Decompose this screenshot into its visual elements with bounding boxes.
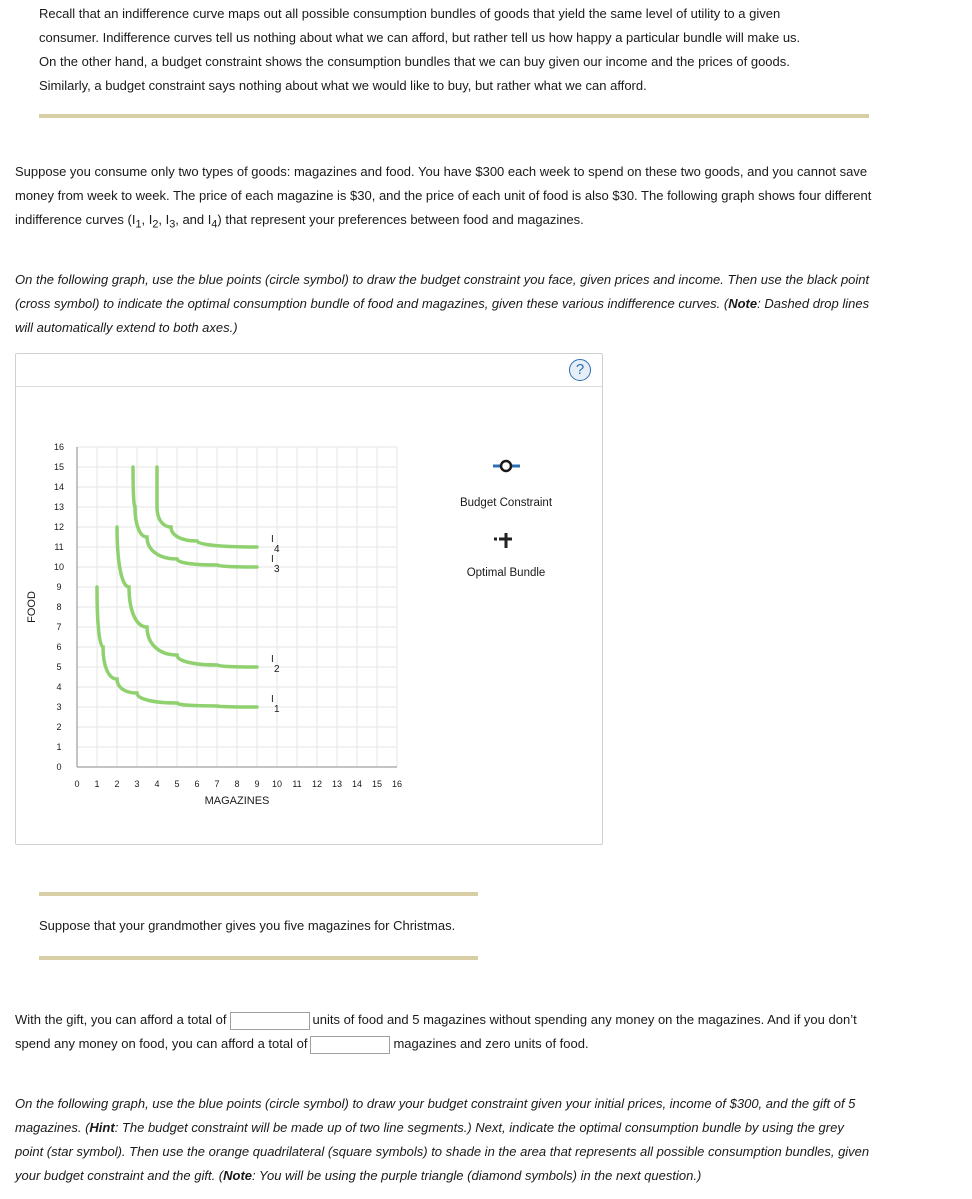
section-divider [39, 892, 478, 896]
x-tick-label: 2 [114, 779, 120, 789]
optimal-bundle-legend-label: Optimal Bundle [466, 567, 546, 579]
y-tick-label: 14 [53, 482, 65, 492]
question-text: indifference curves (I [15, 212, 136, 227]
fill-text: With the gift, you can afford a total of [15, 1012, 227, 1027]
question-text: ) that represent your preferences between food and magazines. [217, 212, 584, 227]
question-3-instructions [15, 1092, 935, 1188]
question-text: , I [141, 212, 153, 227]
x-tick-label: 6 [194, 779, 200, 789]
budget-constraint-tool-icon[interactable] [501, 461, 511, 471]
y-tick-label: 8 [56, 602, 62, 612]
instruction-line: On the following graph, use the blue points (circle symbol) to draw your budget constraint given your initial prices, income of $300, and the gift of 5 [15, 1096, 856, 1111]
graph-canvas[interactable] [16, 354, 602, 844]
instruction-line [15, 292, 935, 316]
fill-text: magazines and zero units of food. [393, 1036, 589, 1051]
instruction-text: (cross symbol) to indicate the optimal consumption bundle of food and magazines, given these various indifference curves. ( [15, 296, 729, 311]
intro-line: Similarly, a budget constraint says nothing about what we would like to buy, but rather what we can afford. [39, 78, 647, 93]
curve-label-subscript: 3 [274, 564, 280, 575]
curve-label-i1: I [271, 694, 274, 705]
x-tick-label: 14 [351, 779, 363, 789]
y-tick-label: 6 [56, 642, 62, 652]
help-button[interactable]: ? [569, 359, 591, 381]
indifference-curve-3[interactable] [133, 467, 257, 567]
subscript: 1 [135, 218, 142, 231]
y-tick-label: 9 [56, 582, 62, 592]
instruction-text: : Dashed drop lines [757, 296, 870, 311]
y-tick-label: 16 [53, 442, 65, 452]
graph-instructions [15, 268, 935, 340]
curve-label-i4: I [271, 534, 274, 545]
magazines-input[interactable] [310, 1036, 390, 1054]
x-tick-label: 11 [292, 779, 302, 789]
y-tick-label: 1 [56, 742, 62, 752]
budget-constraint-legend-label: Budget Constraint [459, 497, 553, 509]
curve-label-subscript: 1 [274, 704, 280, 715]
question-line: Suppose you consume only two types of goods: magazines and food. You have $300 each week to spend on these two goods, and you cannot save [15, 164, 868, 179]
instruction-text: magazines. ( [15, 1120, 90, 1135]
x-tick-label: 7 [214, 779, 220, 789]
curve-label-subscript: 2 [274, 664, 280, 675]
y-tick-label: 7 [56, 622, 62, 632]
y-tick-label: 5 [56, 662, 62, 672]
instruction-text: your budget constraint and the gift. ( [15, 1168, 224, 1183]
intro-line: consumer. Indifference curves tell us nothing about what we can afford, but rather tell us how happy a particular bundle will make us. [39, 30, 801, 45]
instruction-line: point (star symbol). Then use the orange quadrilateral (square symbols) to shade in the area that represents all possible consumption bundles, given [15, 1144, 870, 1159]
hint-label: Hint [89, 1120, 115, 1135]
x-tick-label: 8 [234, 779, 240, 789]
graph-panel[interactable] [15, 353, 603, 845]
question-line [15, 208, 935, 237]
subscript: 2 [152, 218, 159, 231]
curve-label-subscript: 4 [274, 544, 280, 555]
intro-line: Recall that an indifference curve maps out all possible consumption bundles of goods that yield the same level of utility to a given [39, 6, 781, 21]
subscript: 4 [211, 218, 218, 231]
food-units-input[interactable] [230, 1012, 310, 1030]
note-label: Note [223, 1168, 253, 1183]
y-tick-label: 13 [53, 502, 65, 512]
x-tick-label: 4 [154, 779, 160, 789]
note-label: Note [728, 296, 758, 311]
y-tick-label: 10 [53, 562, 65, 572]
subscript: 3 [169, 218, 176, 231]
question-text: , and I [175, 212, 212, 227]
y-tick-label: 3 [56, 702, 62, 712]
fill-text: units of food and 5 magazines without spending any money on the magazines. And if you don’t [312, 1012, 857, 1027]
section-divider [39, 114, 869, 118]
question-1-paragraph [15, 160, 935, 237]
x-tick-label: 10 [271, 779, 283, 789]
instruction-line: will automatically extend to both axes.) [15, 320, 238, 335]
intro-line: On the other hand, a budget constraint shows the consumption bundles that we can buy given our income and the prices of goods. [39, 54, 790, 69]
fill-in-question [15, 1008, 955, 1056]
x-tick-label: 13 [331, 779, 343, 789]
question-text: , I [158, 212, 170, 227]
x-tick-label: 12 [311, 779, 323, 789]
intro-paragraph [39, 2, 899, 98]
y-tick-label: 2 [56, 722, 62, 732]
curve-label-i3: I [271, 554, 274, 565]
x-tick-label: 16 [391, 779, 403, 789]
optimal-bundle-cross-icon[interactable] [500, 533, 512, 545]
question-line: money from week to week. The price of each magazine is $30, and the price of each unit of food is also $30. The following graph shows four different [15, 188, 872, 203]
x-tick-label: 1 [94, 779, 100, 789]
fill-line [15, 1008, 955, 1032]
instruction-line: On the following graph, use the blue points (circle symbol) to draw the budget constraint you face, given prices and income. Then use the black point [15, 272, 870, 287]
x-tick-label: 15 [371, 779, 383, 789]
curve-label-i2: I [271, 654, 274, 665]
y-tick-label: 15 [53, 462, 65, 472]
fill-line [15, 1032, 955, 1056]
instruction-line [15, 1164, 935, 1188]
y-tick-label: 12 [53, 522, 65, 532]
instruction-line [15, 1116, 935, 1140]
fill-text: spend any money on food, you can afford a total of [15, 1036, 308, 1051]
gift-statement: Suppose that your grandmother gives you five magazines for Christmas. [39, 918, 456, 933]
y-tick-label: 11 [54, 542, 64, 552]
y-tick-label: 0 [56, 762, 62, 772]
x-tick-label: 0 [74, 779, 80, 789]
y-axis-title: FOOD [26, 591, 38, 623]
x-tick-label: 5 [174, 779, 180, 789]
instruction-text: : You will be using the purple triangle (diamond symbols) in the next question.) [252, 1168, 702, 1183]
x-tick-label: 9 [254, 779, 260, 789]
x-tick-label: 3 [134, 779, 140, 789]
y-tick-label: 4 [56, 682, 62, 692]
instruction-text: : The budget constraint will be made up of two line segments.) Next, indicate the optimal consumption bundle by using the grey [114, 1120, 844, 1135]
x-axis-title: MAGAZINES [204, 795, 270, 807]
section-divider [39, 956, 478, 960]
